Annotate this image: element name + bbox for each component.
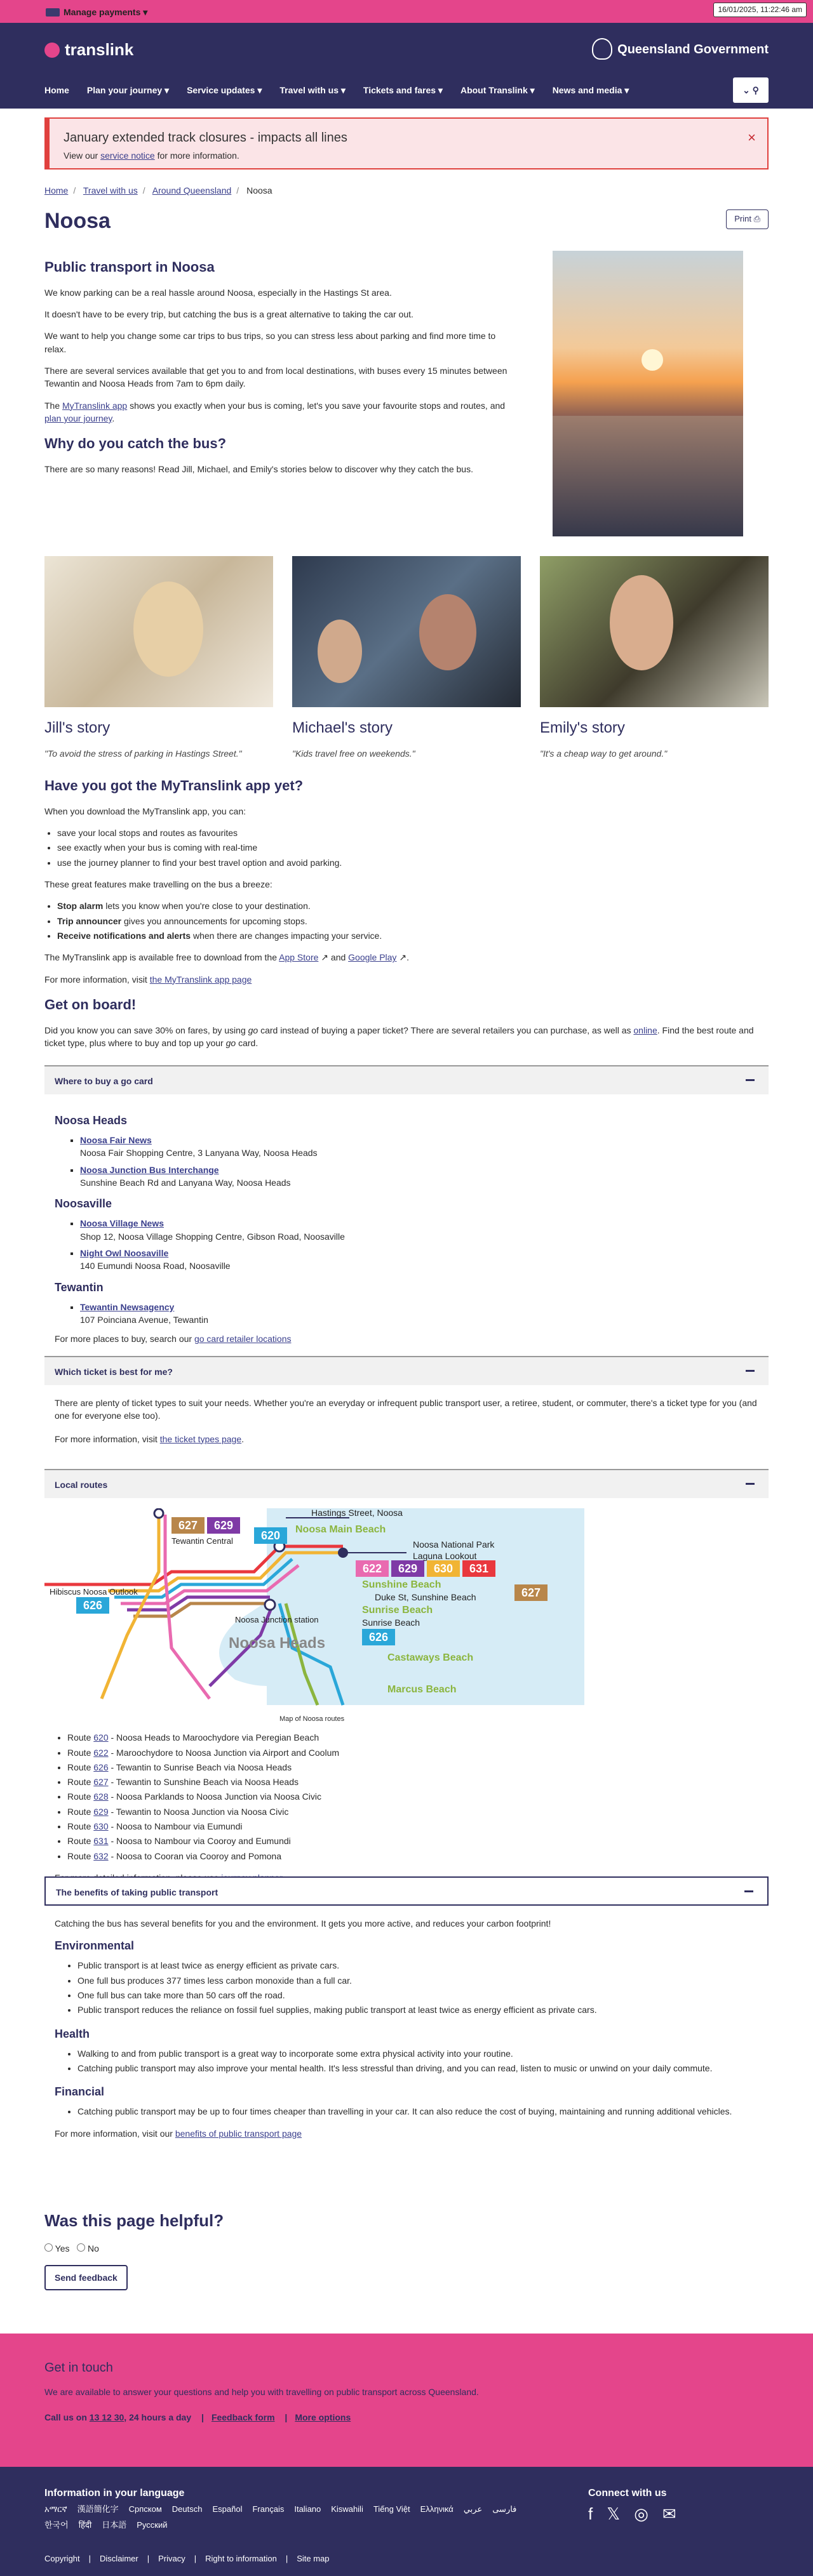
menu-about[interactable]: About Translink ▾ xyxy=(460,85,535,95)
intro-p2: It doesn't have to be every trip, but catching the bus is a great alternative to taking the car out. xyxy=(44,309,413,320)
footer-link[interactable]: Copyright xyxy=(44,2554,80,2563)
app-heading: Have you got the MyTranslink app yet? xyxy=(44,778,304,793)
menu-news[interactable]: News and media ▾ xyxy=(552,85,629,95)
benefits-page-link[interactable]: benefits of public transport page xyxy=(175,2128,302,2139)
lang-link[interactable]: 日本語 xyxy=(102,2520,127,2530)
sunset-photo xyxy=(553,251,743,536)
routes-accordion xyxy=(44,1469,769,1894)
list-item: • One full bus can take more than 50 cars off the road. xyxy=(77,1989,758,2002)
no-radio[interactable]: No xyxy=(77,2243,99,2254)
main-menu xyxy=(44,84,629,96)
search-button[interactable] xyxy=(733,77,769,103)
footer-link[interactable]: Site map xyxy=(297,2554,330,2563)
list-item: • Public transport is at least twice as energy efficient as private cars. xyxy=(77,1959,758,1972)
email-icon[interactable]: ✉ xyxy=(662,2504,676,2523)
list-item: • Route 620 - Noosa Heads to Maroochydore via Peregian Beach xyxy=(67,1731,769,1744)
area-heading: Tewantin xyxy=(55,1280,104,1294)
contact-section xyxy=(0,2334,813,2467)
stories xyxy=(44,556,769,760)
area-heading: Noosa Heads xyxy=(55,1114,128,1127)
manage-payments-menu[interactable]: Manage payments ▾ xyxy=(46,6,147,18)
story-card xyxy=(292,556,521,760)
story-title[interactable]: Emily's story xyxy=(540,719,625,736)
list-item: • Receive notifications and alerts when there are changes impacting your service. xyxy=(57,929,769,942)
lang-links xyxy=(44,2504,603,2532)
mytranslink-link[interactable]: MyTranslink app xyxy=(62,400,128,411)
accordion-content xyxy=(44,1094,769,1357)
app-store-link[interactable]: App Store xyxy=(279,952,319,963)
crumb-around[interactable]: Around Queensland xyxy=(152,185,232,196)
footer-link[interactable]: Right to information xyxy=(205,2554,277,2563)
lang-heading: Information in your language xyxy=(44,2488,185,2499)
svg-text:Noosa Heads: Noosa Heads xyxy=(229,1635,326,1652)
list-item: • Route 622 - Maroochydore to Noosa Junction via Airport and Coolum xyxy=(67,1746,769,1759)
menu-service[interactable]: Service updates ▾ xyxy=(187,85,262,95)
card-icon xyxy=(46,8,60,17)
benefit-heading: Environmental xyxy=(55,1939,135,1953)
jill-photo xyxy=(44,556,273,707)
menu-home[interactable]: Home xyxy=(44,85,69,95)
collapse-icon xyxy=(744,1890,753,1892)
lang-link[interactable]: Español xyxy=(212,2504,243,2514)
list-item: • Route 632 - Noosa to Cooran via Cooroy and Pomona xyxy=(67,1850,769,1862)
service-notice-link[interactable]: service notice xyxy=(100,150,155,161)
connect-heading: Connect with us xyxy=(588,2488,667,2499)
why-text: There are so many reasons! Read Jill, Michael, and Emily's stories below to discover why they catch the bus. xyxy=(44,464,473,475)
lang-link[interactable]: 한국어 xyxy=(44,2520,69,2530)
list-item: • save your local stops and routes as favourites xyxy=(57,827,769,839)
app-page-link[interactable]: the MyTranslink app page xyxy=(149,974,252,985)
accordion-header[interactable]: The benefits of taking public transport xyxy=(44,1876,769,1906)
social-links xyxy=(588,2502,676,2526)
benefit-list xyxy=(77,2047,758,2075)
page-title: Noosa xyxy=(44,209,111,233)
story-card xyxy=(44,556,273,760)
x-icon[interactable]: 𝕏 xyxy=(607,2504,621,2523)
svg-text:629: 629 xyxy=(398,1562,418,1575)
footer-link[interactable]: Privacy xyxy=(158,2554,185,2563)
top-utility-bar xyxy=(0,0,813,23)
contact-links: Call us on 13 12 30, 24 hours a day | Feedback form | More options xyxy=(44,2412,351,2422)
benefit-heading: Health xyxy=(55,2027,90,2040)
crumb-current: Noosa xyxy=(246,185,272,196)
area-heading: Noosaville xyxy=(55,1197,112,1211)
route-link[interactable]: 620 xyxy=(93,1732,109,1743)
crumb-home[interactable]: Home xyxy=(44,185,69,196)
svg-text:626: 626 xyxy=(83,1599,103,1612)
svg-text:627: 627 xyxy=(521,1586,541,1599)
phone-link[interactable]: 13 12 30 xyxy=(89,2412,124,2422)
features-lead: These great features make travelling on the bus a breeze: xyxy=(44,879,272,890)
list-item: • Walking to and from public transport is a great way to incorporate some extra physical activity into your routine. xyxy=(77,2047,758,2060)
contact-heading: Get in touch xyxy=(44,2361,113,2375)
route-link[interactable]: 631 xyxy=(93,1836,109,1847)
breadcrumb: Home / Travel with us / Around Queensland / Noosa xyxy=(44,185,272,196)
app-more: For more information, visit the MyTranslink app page xyxy=(44,974,252,985)
collapse-icon xyxy=(746,1079,755,1081)
lang-link[interactable]: عربي xyxy=(463,2504,483,2514)
accordion-header[interactable]: Where to buy a go card xyxy=(44,1065,769,1094)
service-alert xyxy=(44,117,769,169)
ticket-accordion xyxy=(44,1356,769,1457)
benefits-more: For more information, visit our benefits of public transport page xyxy=(55,2128,302,2139)
online-link[interactable]: online xyxy=(633,1025,657,1035)
svg-text:Tewantin Central: Tewantin Central xyxy=(171,1536,233,1546)
crumb-travel[interactable]: Travel with us xyxy=(83,185,138,196)
benefit-list xyxy=(77,2105,758,2118)
lang-link[interactable]: Српском xyxy=(128,2504,162,2514)
alert-title: January extended track closures - impacts all lines xyxy=(64,131,347,145)
app-bullets xyxy=(57,827,769,869)
lang-link[interactable]: हिंदी xyxy=(78,2520,92,2530)
board-text: Did you know you can save 30% on fares, by using go card instead of buying a paper ticket? There are several retailers you can purchase, as well as online. Find the best route and ticket type, plus where to buy and top up your go card. xyxy=(44,1025,754,1049)
translink-logo-icon xyxy=(44,43,60,58)
list-item: • Route 628 - Noosa Parklands to Noosa Junction via Noosa Civic xyxy=(67,1790,769,1803)
lang-link[interactable]: 漢語簡化字 xyxy=(77,2504,119,2514)
ticket-types-link[interactable]: the ticket types page xyxy=(159,1433,242,1444)
retailer-link[interactable]: Tewantin Newsagency xyxy=(80,1301,175,1312)
collapse-icon xyxy=(746,1483,755,1485)
list-item: • Route 627 - Tewantin to Sunshine Beach via Noosa Heads xyxy=(67,1776,769,1788)
site-footer xyxy=(0,2467,813,2576)
accordion-header[interactable]: Which ticket is best for me? xyxy=(44,1356,769,1385)
list-item: ▪ Noosa Junction Bus Interchange Sunshine Beach Rd and Lanyana Way, Noosa Heads xyxy=(80,1164,758,1190)
list-item: • Catching public transport may also improve your mental health. It's less stressful than driving, and you can read, listen to music or unwind on your daily commute. xyxy=(77,2062,758,2075)
contact-text: We are available to answer your questions and help you with travelling on public transport across Queensland. xyxy=(44,2387,479,2397)
benefits-accordion xyxy=(44,1876,769,2151)
story-quote: "To avoid the stress of parking in Hastings Street." xyxy=(44,748,242,759)
story-title[interactable]: Jill's story xyxy=(44,719,111,736)
story-quote: "It's a cheap way to get around." xyxy=(540,748,668,759)
svg-text:Sunrise Beach: Sunrise Beach xyxy=(362,1617,420,1628)
route-link[interactable]: 632 xyxy=(93,1850,109,1861)
intro-heading: Public transport in Noosa xyxy=(44,259,215,275)
svg-text:631: 631 xyxy=(469,1562,489,1575)
crest-icon xyxy=(592,38,612,60)
list-item: • Route 626 - Tewantin to Sunrise Beach via Noosa Heads xyxy=(67,1761,769,1774)
accordion-content xyxy=(44,1906,769,2151)
ticket-text: There are plenty of ticket types to suit your needs. Whether you're an everyday or infrequent public transport user, a retiree, student, or commuter, there's a ticket type for you (and one for everyone else too). xyxy=(55,1398,757,1421)
instagram-icon[interactable]: ◎ xyxy=(634,2504,648,2523)
site-header xyxy=(0,23,813,109)
app-section xyxy=(44,776,769,1058)
list-item: • Catching public transport may be up to four times cheaper than travelling in your car. It can also reduce the cost of buying, maintaining and running additional vehicles. xyxy=(77,2105,758,2118)
intro-p1: We know parking can be a real hassle around Noosa, especially in the Hastings St area. xyxy=(44,287,392,298)
svg-text:Laguna Lookout: Laguna Lookout xyxy=(413,1551,477,1561)
search-icon: ⌄ ⚲ xyxy=(742,85,759,95)
michael-photo xyxy=(292,556,521,707)
accordion-content xyxy=(44,1385,769,1457)
board-heading: Get on board! xyxy=(44,996,137,1012)
list-item: • Route 631 - Noosa to Nambour via Cooroy and Eumundi xyxy=(67,1835,769,1847)
route-link[interactable]: 627 xyxy=(93,1777,109,1788)
route-link[interactable]: 628 xyxy=(93,1791,109,1802)
route-list xyxy=(67,1731,769,1862)
app-lead: When you download the MyTranslink app, you can: xyxy=(44,806,246,816)
list-item: • see exactly when your bus is coming with real-time xyxy=(57,841,769,854)
intro-p5: The MyTranslink app shows you exactly when your bus is coming, let's you save your favourite stops and routes, and plan your journey. xyxy=(44,400,506,423)
lang-link[interactable]: Français xyxy=(252,2504,285,2514)
lang-link[interactable]: Ελληνικά xyxy=(420,2504,454,2514)
svg-text:Sunshine Beach: Sunshine Beach xyxy=(362,1579,441,1590)
route-link[interactable]: 630 xyxy=(93,1821,109,1832)
manage-payments-label: Manage payments xyxy=(64,7,141,17)
feedback-form-link[interactable]: Feedback form xyxy=(211,2412,275,2422)
svg-text:622: 622 xyxy=(362,1562,382,1575)
google-play-link[interactable]: Google Play xyxy=(348,952,397,963)
svg-text:626: 626 xyxy=(368,1631,389,1643)
list-item: • Route 630 - Noosa to Nambour via Eumundi xyxy=(67,1820,769,1833)
list-item: ▪ Tewantin Newsagency 107 Poinciana Avenue, Tewantin xyxy=(80,1301,758,1327)
retailer-locations-link[interactable]: go card retailer locations xyxy=(194,1334,292,1344)
retailer-link[interactable]: Night Owl Noosaville xyxy=(80,1247,169,1258)
svg-text:Marcus Beach: Marcus Beach xyxy=(387,1684,457,1695)
route-link[interactable]: 629 xyxy=(93,1806,109,1817)
accordion-header[interactable]: Local routes xyxy=(44,1469,769,1498)
svg-text:Noosa Junction station: Noosa Junction station xyxy=(235,1615,319,1624)
route-link[interactable]: 622 xyxy=(93,1747,109,1758)
lang-link[interactable]: Русский xyxy=(137,2520,168,2530)
intro-p3: We want to help you change some car trips to bus trips, so you can stress less about parking and find more time to relax. xyxy=(44,331,496,354)
menu-travel[interactable]: Travel with us ▾ xyxy=(279,85,346,95)
intro-p4: There are several services available that get you to and from local destinations, with buses every 15 minutes between Tewantin and Noosa Heads from 7am to 6pm daily. xyxy=(44,366,507,389)
lang-link[interactable]: Italiano xyxy=(294,2504,321,2514)
close-icon[interactable]: × xyxy=(748,129,756,145)
clock-readout: 16/01/2025, 11:22:46 am xyxy=(713,3,807,17)
facebook-icon[interactable]: f xyxy=(588,2504,593,2523)
route-map xyxy=(44,1508,584,1711)
list-item: • Public transport reduces the reliance on fossil fuel supplies, making public transport at least twice as energy efficient as private cars. xyxy=(77,2003,758,2016)
lang-link[interactable]: Kiswahili xyxy=(331,2504,363,2514)
benefits-lead: Catching the bus has several benefits for you and the environment. It gets you more active, and reduces your carbon footprint! xyxy=(55,1918,551,1929)
qld-gov-logo[interactable] xyxy=(592,38,769,60)
intro-section xyxy=(44,257,514,484)
lang-link[interactable]: Tiếng Việt xyxy=(373,2504,410,2514)
svg-text:Sunrise Beach: Sunrise Beach xyxy=(362,1605,433,1616)
svg-text:Duke St, Sunshine Beach: Duke St, Sunshine Beach xyxy=(375,1592,476,1602)
list-item: • Route 629 - Tewantin to Noosa Junction via Noosa Civic xyxy=(67,1805,769,1818)
why-heading: Why do you catch the bus? xyxy=(44,435,227,452)
svg-text:629: 629 xyxy=(213,1519,234,1532)
menu-tickets[interactable]: Tickets and fares ▾ xyxy=(363,85,443,95)
store-text: The MyTranslink app is available free to download from the App Store ↗ and Google Play ↗. xyxy=(44,952,409,963)
collapse-icon xyxy=(746,1370,755,1372)
list-item: • One full bus produces 377 times less carbon monoxide than a full car. xyxy=(77,1974,758,1987)
translink-logo[interactable] xyxy=(44,38,133,62)
list-item: • use the journey planner to find your best travel option and avoid parking. xyxy=(57,856,769,869)
story-quote: "Kids travel free on weekends." xyxy=(292,748,415,759)
brand-name: translink xyxy=(65,40,134,59)
emily-photo xyxy=(540,556,769,707)
print-button[interactable]: Print ⎙ xyxy=(726,209,769,229)
retailer-link[interactable]: Noosa Fair News xyxy=(80,1135,152,1146)
ticket-more: For more information, visit the ticket types page. xyxy=(55,1433,245,1444)
svg-text:Castaways Beach: Castaways Beach xyxy=(387,1652,474,1663)
feature-list xyxy=(57,900,769,942)
plan-journey-link[interactable]: plan your journey xyxy=(44,413,112,423)
lang-link[interactable]: አማርኛ xyxy=(44,2504,67,2514)
where-to-buy-accordion xyxy=(44,1065,769,1357)
svg-text:Noosa Main Beach: Noosa Main Beach xyxy=(295,1524,386,1535)
list-item: • Trip announcer gives you announcements for upcoming stops. xyxy=(57,915,769,927)
footer-links: Copyright | Disclaimer | Privacy | Right to information | Site map xyxy=(44,2553,330,2565)
list-item: • Stop alarm lets you know when you're close to your destination. xyxy=(57,900,769,912)
story-card xyxy=(540,556,769,760)
footer-link[interactable]: Disclaimer xyxy=(100,2554,138,2563)
list-item: ▪ Night Owl Noosaville 140 Eumundi Noosa Road, Noosaville xyxy=(80,1247,758,1273)
route-link[interactable]: 626 xyxy=(93,1762,109,1772)
svg-text:Hastings Street, Noosa: Hastings Street, Noosa xyxy=(311,1508,403,1518)
svg-text:Noosa National Park: Noosa National Park xyxy=(413,1539,495,1550)
retailer-link[interactable]: Noosa Village News xyxy=(80,1218,165,1229)
list-item: ▪ Noosa Fair News Noosa Fair Shopping Centre, 3 Lanyana Way, Noosa Heads xyxy=(80,1134,758,1160)
where-more: For more places to buy, search our go card retailer locations xyxy=(55,1334,292,1344)
svg-text:630: 630 xyxy=(433,1562,454,1575)
benefit-list xyxy=(77,1959,758,2016)
gov-name: Queensland Government xyxy=(617,43,769,56)
svg-text:627: 627 xyxy=(178,1519,198,1532)
helpful-heading: Was this page helpful? xyxy=(44,2211,224,2230)
helpful-options xyxy=(44,2242,224,2255)
alert-desc: View our service notice for more information. xyxy=(64,150,239,161)
benefit-heading: Financial xyxy=(55,2085,105,2099)
send-feedback-button[interactable]: Send feedback xyxy=(44,2265,128,2290)
menu-plan[interactable]: Plan your journey ▾ xyxy=(86,85,170,95)
lang-link[interactable]: Deutsch xyxy=(171,2504,203,2514)
svg-text:Hibiscus Noosa Outlook: Hibiscus Noosa Outlook xyxy=(50,1587,138,1597)
more-options-link[interactable]: More options xyxy=(295,2412,351,2422)
accordion-content xyxy=(44,1498,769,1894)
retailer-link[interactable]: Noosa Junction Bus Interchange xyxy=(80,1164,219,1175)
feedback-section xyxy=(44,2209,224,2290)
list-item: ▪ Noosa Village News Shop 12, Noosa Village Shopping Centre, Gibson Road, Noosaville xyxy=(80,1217,758,1243)
svg-text:620: 620 xyxy=(260,1529,281,1542)
map-caption: Map of Noosa routes xyxy=(279,1715,345,1723)
lang-link[interactable]: فارسی xyxy=(492,2504,517,2514)
yes-radio[interactable]: Yes xyxy=(44,2243,69,2254)
story-title[interactable]: Michael's story xyxy=(292,719,393,736)
